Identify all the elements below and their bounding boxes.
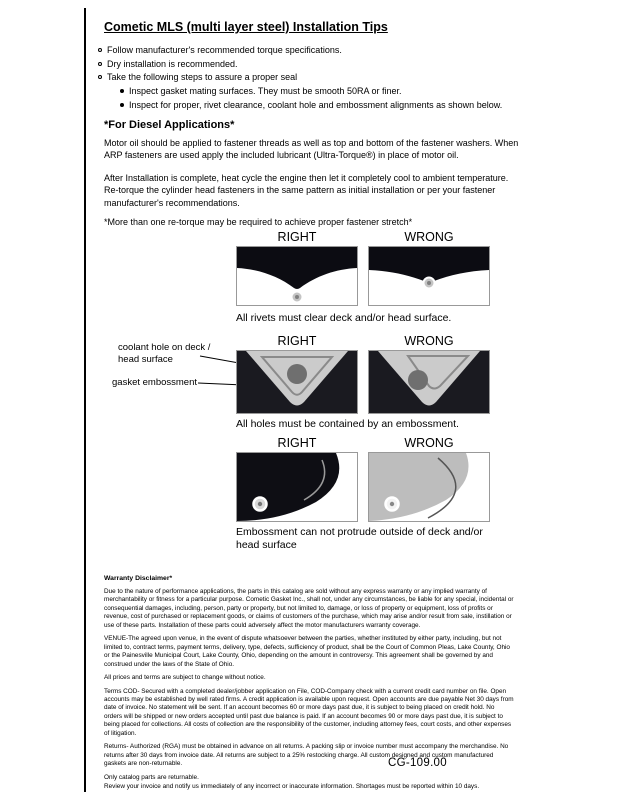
- tips-list: [98, 45, 550, 113]
- protrude-wrong-illustration: [368, 452, 490, 522]
- warranty-paragraph: Returns- Authorized (RGA) must be obtained in advance on all returns. A packing slip or invoice number must accompany the merchandise. No returns after 30 days from invoice date. All returns are subject to a 25% restocking charge. All custom designed and custom manufactured gaskets are non-returnable.: [104, 743, 509, 768]
- page-title: Cometic MLS (multi layer steel) Installation Tips: [104, 20, 388, 34]
- diagrams-section: [96, 230, 556, 560]
- protrude-caption: Embossment can not protrude outside of deck and/or head surface: [236, 526, 483, 552]
- diesel-heading: *For Diesel Applications*: [104, 119, 235, 131]
- circle-bullet-icon: [98, 62, 102, 66]
- circle-bullet-icon: [98, 48, 102, 52]
- retorque-note: *More than one re-torque may be required to achieve proper fastener stretch*: [104, 217, 413, 227]
- diagram-protrude-wrong: [368, 452, 490, 522]
- wrong-label-row3: WRONG: [404, 436, 454, 450]
- sub-tip-item: [120, 100, 550, 112]
- diagram-holes-right: [236, 350, 358, 414]
- warranty-disclaimer: [104, 575, 514, 796]
- holes-wrong-illustration: [368, 350, 490, 414]
- diagram-rivet-wrong: [368, 246, 490, 306]
- warranty-paragraph: Terms COD- Secured with a completed dealer/jobber application on File, COD-Company check with a current credit card number on file. Open accounts may be established by well rated firms. A credit application is available upon request. Open accounts are due payable Net 30 days from date of invoice. No statement will be sent. If an account becomes 60 or more days past due, it is subject to being placed on credit hold. No orders will be shipped or new orders accepted until past due balance is paid. If an account becomes 90 or more days past due, it is subject to being placed for collections. All costs of collection are the responsibility of the customer, including attorney fees, court costs, and other expenses of litigation.: [104, 687, 514, 737]
- holes-caption: All holes must be contained by an embossment.: [236, 418, 459, 430]
- holes-right-illustration: [236, 350, 358, 414]
- footer-code: CG-109.00: [388, 757, 447, 769]
- tip-text: Take the following steps to assure a proper seal: [107, 72, 298, 83]
- tip-item: [98, 72, 550, 84]
- rivet-caption: All rivets must clear deck and/or head surface.: [236, 312, 452, 324]
- protrude-right-illustration: [236, 452, 358, 522]
- diesel-paragraph-2: After Installation is complete, heat cycle the engine then let it completely cool to ambient temperature. Re-torque the cylinder head fasteners in the same pattern as initial installation or per your fastener manufacturer's recommendations.: [104, 173, 509, 208]
- diagram-holes-wrong: [368, 350, 490, 414]
- diesel-paragraph-1: Motor oil should be applied to fastener threads as well as top and bottom of the fastener washers. When ARP fasteners are used apply the included lubricant (Ultra-Torque®) in place of motor oil.: [104, 138, 519, 161]
- sub-tip-text: Inspect gasket mating surfaces. They must be smooth 50RA or finer.: [129, 86, 402, 97]
- diagram-rivet-right: [236, 246, 358, 306]
- tip-item: [98, 45, 550, 57]
- warranty-heading: Warranty Disclaimer*: [104, 575, 173, 582]
- sub-tip-item: [120, 86, 550, 98]
- warranty-paragraph: Review your invoice and notify us immediately of any incorrect or inaccurate information. Shortages must be reported within 10 days.: [104, 783, 480, 791]
- dot-bullet-icon: [120, 89, 124, 93]
- circle-bullet-icon: [98, 75, 102, 79]
- tip-text: Dry installation is recommended.: [107, 58, 238, 69]
- sub-tip-text: Inspect for proper, rivet clearance, coolant hole and embossment alignments as shown below.: [129, 99, 503, 110]
- warranty-paragraph: VENUE-The agreed upon venue, in the event of dispute whatsoever between the parties, whether instituted by either party, including, but not limited to, contract terms, payment terms, delivery, type, defects, sufficiency of product, shall be the Court of Common Pleas, Lake County, Ohio or the Painesville Municipal Court, Lake County, Ohio, depending on the amount in controversy. This agreement shall be governed by and construed under the laws of the State of Ohio.: [104, 635, 510, 668]
- warranty-paragraph: All prices and terms are subject to change without notice.: [104, 674, 266, 682]
- right-label-row3: RIGHT: [277, 436, 317, 450]
- embossment-label: gasket embossment: [112, 377, 198, 388]
- dot-bullet-icon: [120, 103, 124, 107]
- wrong-label-row1: WRONG: [404, 230, 454, 244]
- coolant-hole-label: coolant hole on deck / head surface: [118, 342, 211, 366]
- warranty-paragraph: Due to the nature of performance applications, the parts in this catalog are sold without any express warranty or any implied warranty of merchantability or fitness for a particular purpose. Cometic Gasket Inc., shall not, under any circumstances, be liable for any special, incidental or consequential damages, including, person, party or property, but not limited to, damage, or loss of property or equipment, loss of profits or revenue, cost of purchased or replacement goods, or claims of customers of the purchase, which may arise and/or result from sale, instillation or use of these parts. Installation of these parts could adversely affect the motor manufacturers warranty coverage.: [104, 587, 514, 629]
- tip-text: Follow manufacturer's recommended torque specifications.: [107, 45, 342, 55]
- right-label-row2: RIGHT: [277, 334, 317, 348]
- warranty-paragraph: Only catalog parts are returnable.: [104, 773, 199, 781]
- tip-item: [98, 59, 550, 71]
- page-border-rule: [84, 8, 86, 792]
- right-label-row1: RIGHT: [277, 230, 317, 244]
- wrong-label-row2: WRONG: [404, 334, 454, 348]
- rivet-right-illustration: [236, 246, 358, 306]
- diagram-protrude-right: [236, 452, 358, 522]
- rivet-wrong-illustration: [368, 246, 490, 306]
